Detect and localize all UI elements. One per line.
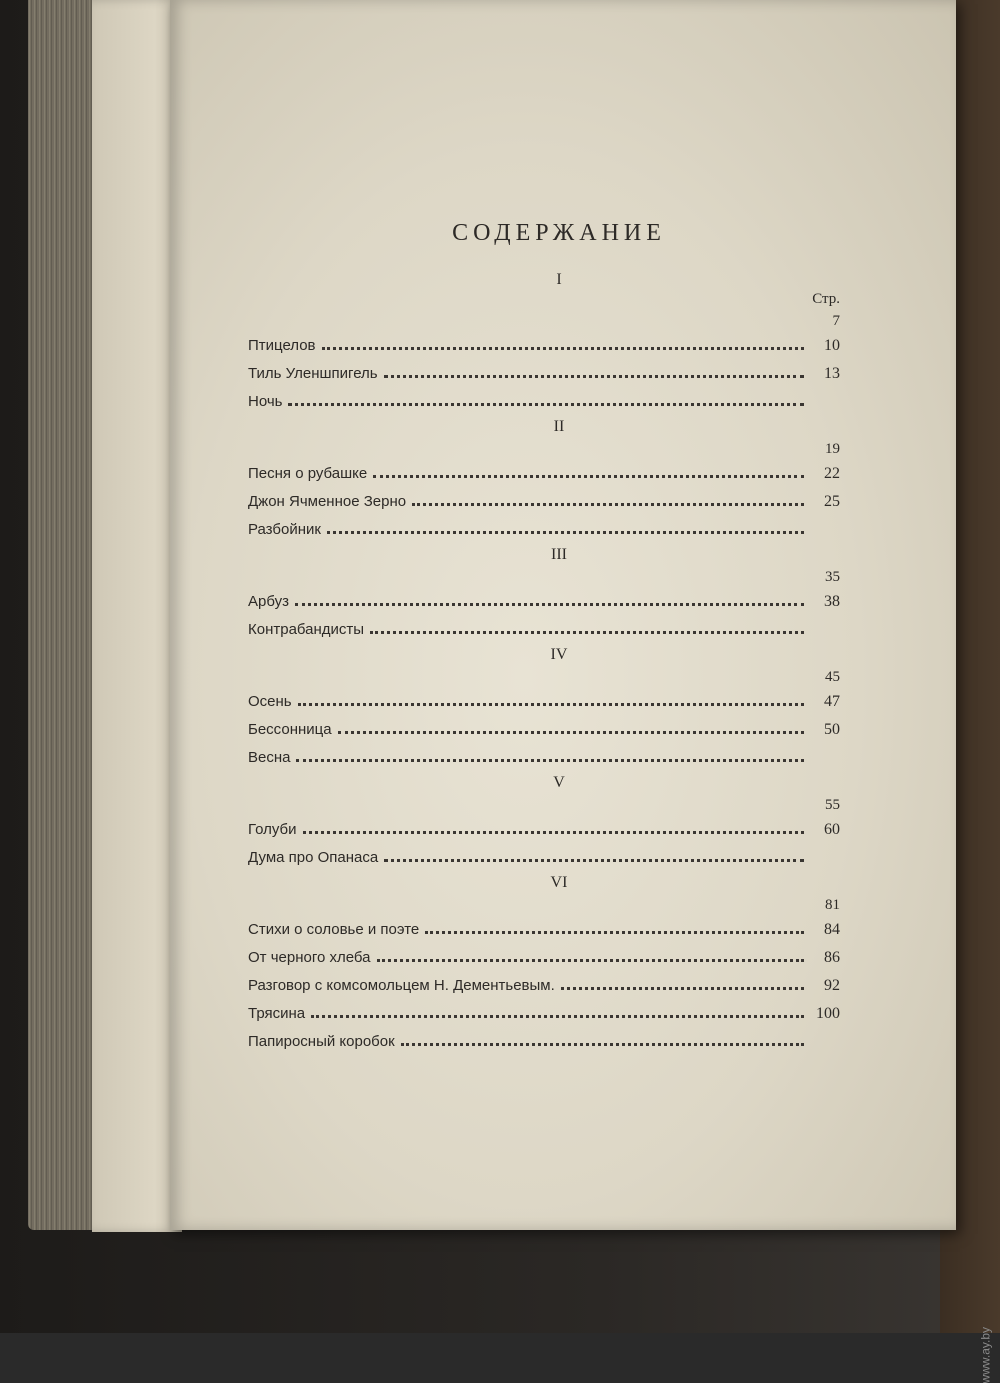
entry-title: Весна xyxy=(248,749,291,766)
section-numeral: III xyxy=(551,546,567,563)
entry-title: Голуби xyxy=(248,821,297,838)
entry-title: Разбойник xyxy=(248,521,321,538)
entry-title: Арбуз xyxy=(248,593,289,610)
dot-leader xyxy=(295,593,804,606)
entry-page-number: 60 xyxy=(824,821,840,838)
section-numeral: VI xyxy=(550,874,568,891)
section-first-page: 7 xyxy=(832,313,840,329)
entry-title: Стихи о соловье и поэте xyxy=(248,921,420,938)
toc-entry xyxy=(248,744,840,772)
toc-entry xyxy=(248,972,840,1000)
entry-page-number: 100 xyxy=(816,1005,840,1022)
entry-page-number: 13 xyxy=(824,365,840,382)
toc-entry xyxy=(248,516,840,544)
dot-leader xyxy=(401,1033,804,1046)
entry-page-number: 84 xyxy=(824,921,840,938)
toc-heading: СОДЕРЖАНИЕ xyxy=(452,220,666,246)
dot-leader xyxy=(412,493,804,506)
dot-leader xyxy=(384,849,804,862)
toc-sections xyxy=(248,269,840,1056)
toc-entry xyxy=(248,1000,840,1028)
flyleaf xyxy=(92,0,182,1232)
section-numeral: V xyxy=(553,774,565,791)
toc-entry xyxy=(248,332,840,360)
toc-entry xyxy=(248,816,840,844)
entry-title: Осень xyxy=(248,693,292,710)
toc-entry xyxy=(248,916,840,944)
entry-page-number: 47 xyxy=(824,693,840,710)
dot-leader xyxy=(425,921,804,934)
section-first-page: 81 xyxy=(825,897,840,913)
section-first-page: 55 xyxy=(825,797,840,813)
toc-entry xyxy=(248,688,840,716)
dot-leader xyxy=(322,337,804,350)
section-numeral: I xyxy=(556,271,562,288)
toc-entry xyxy=(248,616,840,644)
toc-section xyxy=(248,872,840,1056)
table-of-contents xyxy=(248,220,840,1056)
dot-leader xyxy=(338,721,804,734)
dot-leader xyxy=(288,393,804,406)
section-first-page: 19 xyxy=(825,441,840,457)
entry-page-number: 25 xyxy=(824,493,840,510)
entry-page-number: 86 xyxy=(824,949,840,966)
dot-leader xyxy=(373,465,804,478)
entry-title: Папиросный коробок xyxy=(248,1033,395,1050)
section-numeral: IV xyxy=(550,646,568,663)
entry-title: Ночь xyxy=(248,393,283,410)
dot-leader xyxy=(303,821,804,834)
toc-section xyxy=(248,644,840,772)
dot-leader xyxy=(311,1005,804,1018)
page-column-label: Стр. xyxy=(812,291,840,307)
entry-page-number: 50 xyxy=(824,721,840,738)
book-page xyxy=(170,0,956,1230)
entry-title: Птицелов xyxy=(248,337,316,354)
dot-leader xyxy=(561,977,804,990)
toc-entry xyxy=(248,588,840,616)
toc-entry xyxy=(248,488,840,516)
entry-title: Тиль Уленшпигель xyxy=(248,365,378,382)
section-first-page: 45 xyxy=(825,669,840,685)
entry-title: Бессонница xyxy=(248,721,332,738)
entry-title: Трясина xyxy=(248,1005,306,1022)
toc-entry xyxy=(248,716,840,744)
entry-page-number: 10 xyxy=(824,337,840,354)
dot-leader xyxy=(298,693,804,706)
dot-leader xyxy=(296,749,804,762)
entry-title: Дума про Опанаса xyxy=(248,849,379,866)
toc-entry xyxy=(248,944,840,972)
dot-leader xyxy=(384,365,804,378)
entry-page-number: 22 xyxy=(824,465,840,482)
dot-leader xyxy=(370,621,804,634)
dot-leader xyxy=(377,949,805,962)
section-first-page: 35 xyxy=(825,569,840,585)
entry-page-number: 38 xyxy=(824,593,840,610)
toc-entry xyxy=(248,460,840,488)
dot-leader xyxy=(327,521,804,534)
section-numeral: II xyxy=(553,418,565,435)
entry-title: Песня о рубашке xyxy=(248,465,368,482)
toc-entry xyxy=(248,844,840,872)
toc-entry xyxy=(248,1028,840,1056)
entry-title: Контрабандисты xyxy=(248,621,365,638)
toc-entry xyxy=(248,360,840,388)
entry-title: Джон Ячменное Зерно xyxy=(248,493,407,510)
toc-entry xyxy=(248,388,840,416)
toc-section xyxy=(248,416,840,544)
entry-title: Разговор с комсомольцем Н. Дементьевым. xyxy=(248,977,555,994)
entry-page-number: 92 xyxy=(824,977,840,994)
entry-title: От черного хлеба xyxy=(248,949,371,966)
watermark: www.ay.by xyxy=(978,1327,992,1383)
toc-section xyxy=(248,544,840,644)
toc-section xyxy=(248,269,840,416)
toc-section xyxy=(248,772,840,872)
